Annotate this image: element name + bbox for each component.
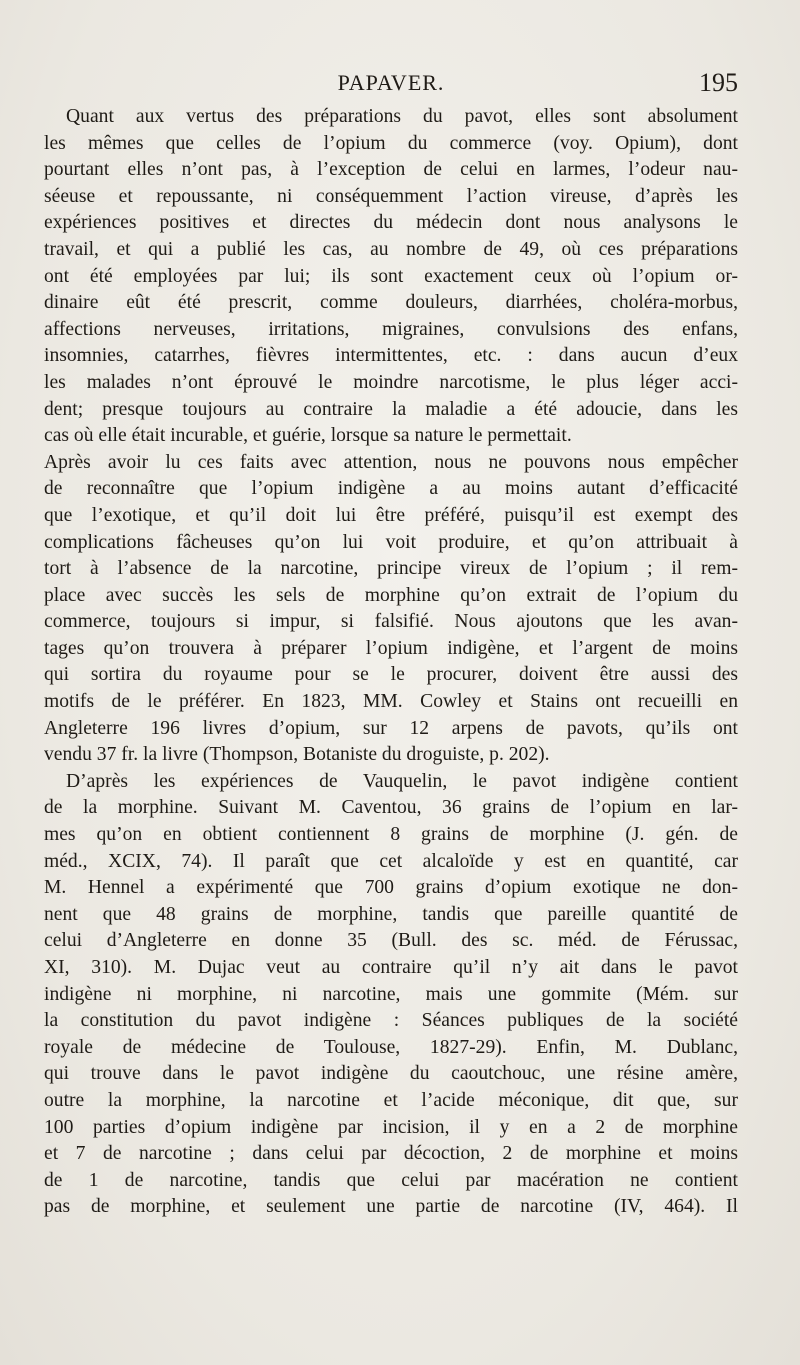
- body-text: [44, 104, 738, 1221]
- text-line: et 7 de narcotine ; dans celui par décoction, 2 de morphine et moins: [44, 1143, 738, 1165]
- text-line: la constitution du pavot indigène : Séances publiques de la société: [44, 1010, 738, 1032]
- text-line: D’après les expériences de Vauquelin, le pavot indigène contient: [66, 770, 738, 792]
- text-line: tort à l’absence de la narcotine, principe vireux de l’opium ; il rem-: [44, 558, 738, 580]
- text-line: tages qu’on trouvera à préparer l’opium indigène, et l’argent de moins: [44, 637, 738, 659]
- text-line: mes qu’on en obtient contiennent 8 grains de morphine (J. gén. de: [44, 824, 738, 846]
- text-line: Quant aux vertus des préparations du pavot, elles sont absolument: [66, 106, 738, 127]
- text-line: place avec succès les sels de morphine qu’on extrait de l’opium du: [44, 584, 738, 606]
- text-line: complications fâcheuses qu’on lui voit produire, et qu’on attribuait à: [44, 531, 738, 553]
- text-line: séeuse et repoussante, ni conséquemment l’action vireuse, d’après les: [44, 185, 738, 207]
- text-line: pas de morphine, et seulement une partie de narcotine (IV, 464). Il: [44, 1196, 738, 1218]
- text-line: travail, et qui a publié les cas, au nombre de 49, où ces préparations: [44, 238, 738, 260]
- text-line: que l’exotique, et qu’il doit lui être préféré, puisqu’il est exempt des: [44, 504, 738, 526]
- text-line: qui sortira du royaume pour se le procurer, doivent être aussi des: [44, 664, 738, 686]
- text-line: Angleterre 196 livres d’opium, sur 12 arpens de pavots, qu’ils ont: [44, 717, 738, 739]
- text-line: M. Hennel a expérimenté que 700 grains d’opium exotique ne don-: [44, 877, 738, 899]
- text-line: ont été employées par lui; ils sont exactement ceux où l’opium or-: [44, 265, 738, 287]
- text-line: de 1 de narcotine, tandis que celui par macération ne contient: [44, 1169, 738, 1191]
- text-line: dent; presque toujours au contraire la maladie a été adoucie, dans les: [44, 398, 738, 420]
- text-line: pourtant elles n’ont pas, à l’exception de celui en larmes, l’odeur nau-: [44, 159, 738, 181]
- text-line: XI, 310). M. Dujac veut au contraire qu’il n’y ait dans le pavot: [44, 957, 738, 978]
- text-line: les mêmes que celles de l’opium du commerce (voy. Opium), dont: [44, 132, 738, 154]
- page-number: 195: [699, 68, 738, 97]
- text-line: motifs de le préférer. En 1823, MM. Cowley et Stains ont recueilli en: [44, 691, 738, 713]
- text-line: dinaire eût été prescrit, comme douleurs, diarrhées, choléra-morbus,: [44, 292, 738, 314]
- text-line: indigène ni morphine, ni narcotine, mais une gommite (Mém. sur: [44, 983, 738, 1005]
- text-line: de la morphine. Suivant M. Caventou, 36 grains de l’opium en lar-: [44, 797, 738, 819]
- text-line: expériences positives et directes du médecin dont nous analysons le: [44, 212, 738, 234]
- text-line: insomnies, catarrhes, fièvres intermittentes, etc. : dans aucun d’eux: [44, 345, 738, 367]
- text-line: de reconnaître que l’opium indigène a au moins autant d’efficacité: [44, 478, 738, 500]
- text-line: 100 parties d’opium indigène par incision, il y en a 2 de morphine: [44, 1116, 738, 1138]
- text-line: royale de médecine de Toulouse, 1827-29). Enfin, M. Dublanc,: [44, 1036, 738, 1058]
- text-line: celui d’Angleterre en donne 35 (Bull. des sc. méd. de Férussac,: [44, 930, 738, 952]
- text-line: affections nerveuses, irritations, migraines, convulsions des enfans,: [44, 318, 738, 340]
- page-header: [44, 70, 738, 104]
- text-line: cas où elle était incurable, et guérie, lorsque sa nature le permettait.: [44, 425, 572, 447]
- text-line: commerce, toujours si impur, si falsifié. Nous ajoutons que les avan-: [44, 611, 738, 633]
- text-line: les malades n’ont éprouvé le moindre narcotisme, le plus léger acci-: [44, 371, 738, 393]
- text-line: outre la morphine, la narcotine et l’acide méconique, dit que, sur: [44, 1089, 738, 1111]
- running-head: PAPAVER.: [337, 70, 445, 95]
- text-line: vendu 37 fr. la livre (Thompson, Botaniste du droguiste, p. 202).: [44, 744, 550, 766]
- text-line: nent que 48 grains de morphine, tandis que pareille quantité de: [44, 903, 738, 925]
- text-line: qui trouve dans le pavot indigène du caoutchouc, une résine amère,: [44, 1063, 738, 1085]
- text-line: méd., XCIX, 74). Il paraît que cet alcaloïde y est en quantité, car: [44, 850, 738, 872]
- text-line: Après avoir lu ces faits avec attention, nous ne pouvons nous empêcher: [44, 451, 738, 473]
